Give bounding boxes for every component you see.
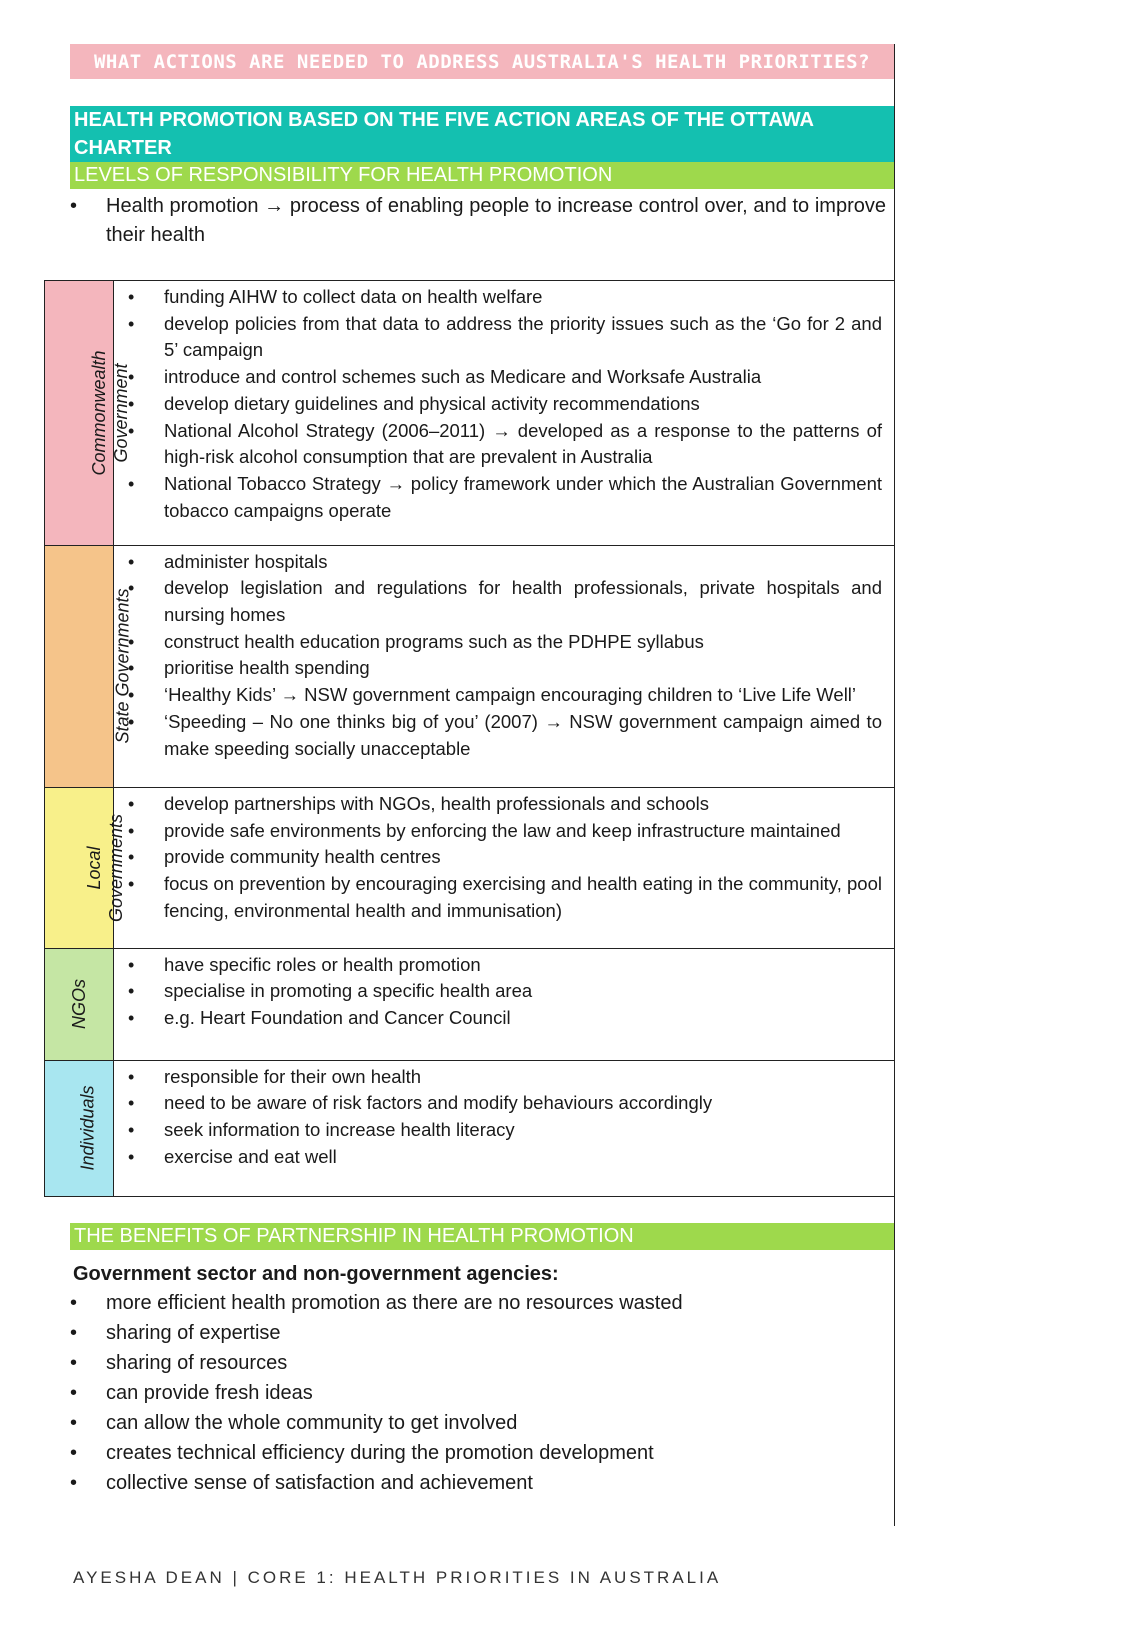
list-item: • collective sense of satisfaction and achievement bbox=[70, 1468, 886, 1498]
list-item: • have specific roles or health promotion bbox=[128, 952, 882, 979]
table-row bbox=[45, 281, 895, 546]
level-label-cell bbox=[45, 948, 114, 1060]
level-label: State Governments bbox=[112, 588, 133, 744]
partnership-list bbox=[70, 1288, 886, 1498]
table-row bbox=[45, 545, 895, 787]
list-item: • responsible for their own health bbox=[128, 1064, 882, 1091]
list-item: • develop partnerships with NGOs, health professionals and schools bbox=[128, 791, 882, 818]
list-item: • focus on prevention by encouraging exercising and health eating in the community, pool fencing, environmental health and immunisation) bbox=[128, 871, 882, 924]
list-item: • can allow the whole community to get involved bbox=[70, 1408, 886, 1438]
level-content bbox=[114, 787, 895, 948]
list-item: • specialise in promoting a specific health area bbox=[128, 978, 882, 1005]
level-label: Local Governments bbox=[84, 813, 126, 922]
right-margin-line bbox=[894, 44, 895, 280]
level-label: Commonwealth Government bbox=[89, 350, 131, 476]
list-item: • ‘Healthy Kids’ → NSW government campaign encouraging children to ‘Live Life Well’ bbox=[128, 682, 882, 709]
level-content bbox=[114, 281, 895, 546]
footer: AYESHA DEAN | CORE 1: HEALTH PRIORITIES IN AUSTRALIA bbox=[73, 1568, 722, 1587]
level-content bbox=[114, 948, 895, 1060]
level-label-cell bbox=[45, 1060, 114, 1196]
list-item: • sharing of resources bbox=[70, 1348, 886, 1378]
level-label-cell bbox=[45, 787, 126, 948]
partnership-subheading: Government sector and non-government agencies: bbox=[73, 1263, 559, 1285]
list-item: • introduce and control schemes such as Medicare and Worksafe Australia bbox=[128, 364, 882, 391]
list-item: • administer hospitals bbox=[128, 549, 882, 576]
partnership-heading: THE BENEFITS OF PARTNERSHIP IN HEALTH PROMOTION bbox=[70, 1223, 894, 1250]
list-item: • National Alcohol Strategy (2006–2011) → developed as a response to the patterns of high-risk alcohol consumption that are prevalent in Australia bbox=[128, 418, 882, 471]
responsibility-table bbox=[44, 280, 895, 1197]
list-item: • ‘Speeding – No one thinks big of you’ (2007) → NSW government campaign aimed to make speeding socially unacceptable bbox=[128, 709, 882, 762]
intro bbox=[70, 192, 886, 250]
list-item: • provide safe environments by enforcing the law and keep infrastructure maintained bbox=[128, 818, 882, 845]
level-label: NGOs bbox=[68, 979, 89, 1030]
list-item: • exercise and eat well bbox=[128, 1144, 882, 1171]
list-item: • prioritise health spending bbox=[128, 655, 882, 682]
table-row bbox=[45, 948, 895, 1060]
level-content bbox=[114, 545, 895, 787]
list-item: • can provide fresh ideas bbox=[70, 1378, 886, 1408]
list-item: • develop dietary guidelines and physical activity recommendations bbox=[128, 391, 882, 418]
list-item: • funding AIHW to collect data on health welfare bbox=[128, 284, 882, 311]
level-label-cell bbox=[45, 545, 133, 787]
level-label-cell bbox=[45, 281, 131, 546]
level-content bbox=[114, 1060, 895, 1196]
page-title: WHAT ACTIONS ARE NEEDED TO ADDRESS AUSTRALIA'S HEALTH PRIORITIES? bbox=[70, 44, 894, 79]
level-label: Individuals bbox=[77, 1085, 98, 1171]
list-item: • provide community health centres bbox=[128, 844, 882, 871]
list-item: • construct health education programs such as the PDHPE syllabus bbox=[128, 629, 882, 656]
table-row bbox=[45, 1060, 895, 1196]
list-item: • National Tobacco Strategy → policy framework under which the Australian Government tobacco campaigns operate bbox=[128, 471, 882, 524]
list-item: • more efficient health promotion as there are no resources wasted bbox=[70, 1288, 886, 1318]
list-item: • seek information to increase health literacy bbox=[128, 1117, 882, 1144]
list-item: • develop legislation and regulations for health professionals, private hospitals and nursing homes bbox=[128, 575, 882, 628]
list-item: • creates technical efficiency during the promotion development bbox=[70, 1438, 886, 1468]
table-row bbox=[45, 787, 895, 948]
section-heading: HEALTH PROMOTION BASED ON THE FIVE ACTION AREAS OF THE OTTAWA CHARTER bbox=[70, 106, 894, 162]
responsibility-heading: LEVELS OF RESPONSIBILITY FOR HEALTH PROMOTION bbox=[70, 162, 894, 189]
right-margin-line bbox=[894, 1196, 895, 1526]
list-item: • sharing of expertise bbox=[70, 1318, 886, 1348]
list-item: • need to be aware of risk factors and modify behaviours accordingly bbox=[128, 1090, 882, 1117]
intro-bullet: • Health promotion → process of enabling people to increase control over, and to improve their health bbox=[70, 192, 886, 250]
list-item: • e.g. Heart Foundation and Cancer Council bbox=[128, 1005, 882, 1032]
list-item: • develop policies from that data to address the priority issues such as the ‘Go for 2 and 5’ campaign bbox=[128, 311, 882, 364]
